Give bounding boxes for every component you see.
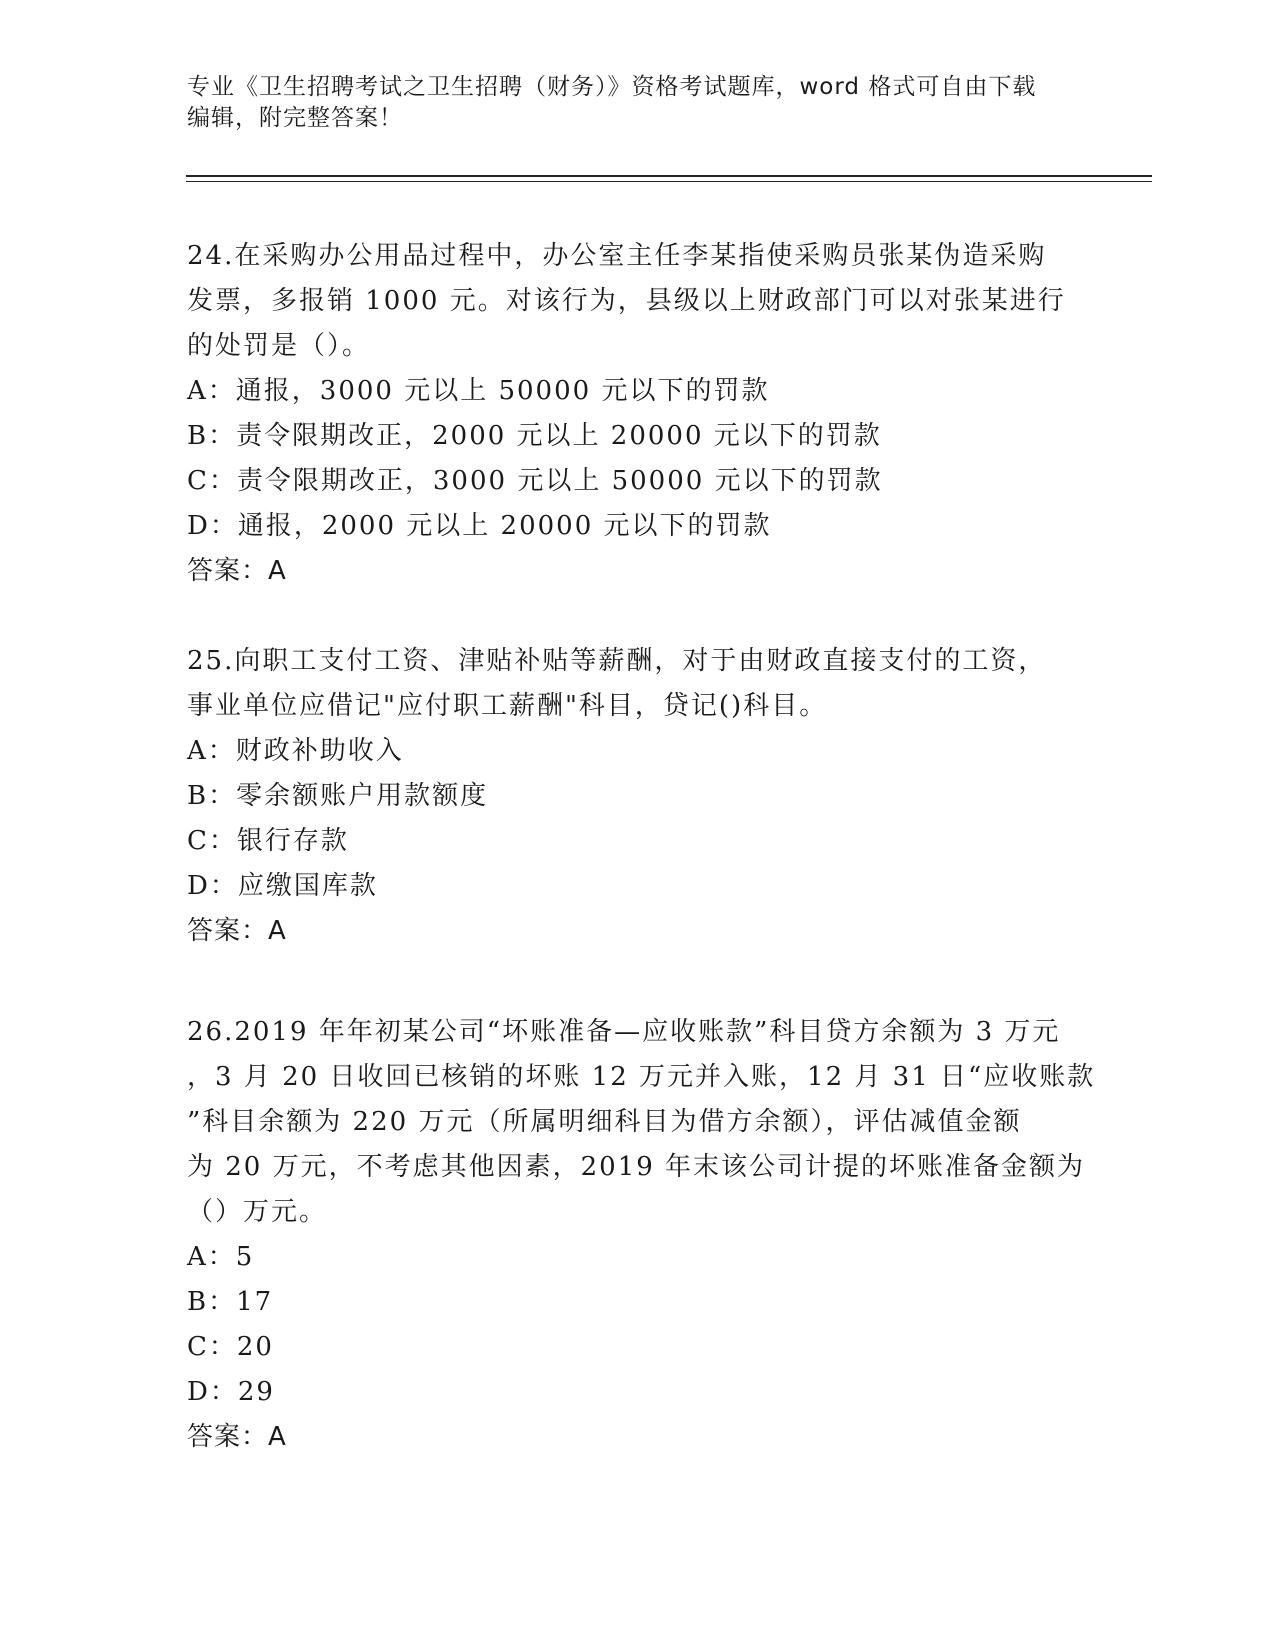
question-stem-line: （）万元。 bbox=[187, 1197, 328, 1227]
question-24 bbox=[187, 234, 1087, 594]
option-a: A：通报，3000 元以上 50000 元以下的罚款 bbox=[187, 376, 770, 406]
question-stem-line: ”科目余额为 220 万元（所属明细科目为借方余额），评估减值金额 bbox=[187, 1107, 1022, 1137]
question-stem-line: 事业单位应借记"应付职工薪酬"科目，贷记()科目。 bbox=[187, 691, 828, 721]
header-line-2: 编辑，附完整答案！ bbox=[187, 105, 403, 131]
answer-label: 答案：A bbox=[187, 916, 287, 946]
option-d: D：通报，2000 元以上 20000 元以下的罚款 bbox=[187, 511, 772, 541]
option-a: A：财政补助收入 bbox=[187, 736, 404, 766]
option-d: D：29 bbox=[187, 1377, 275, 1407]
option-d: D：应缴国库款 bbox=[187, 871, 378, 901]
header-divider-thin bbox=[186, 181, 1152, 182]
question-26 bbox=[187, 1010, 1096, 1460]
question-stem-line: 为 20 万元，不考虑其他因素，2019 年末该公司计提的坏账准备金额为 bbox=[187, 1152, 1086, 1182]
question-stem-line: 的处罚是（）。 bbox=[187, 331, 371, 361]
option-c: C：责令限期改正，3000 元以上 50000 元以下的罚款 bbox=[187, 466, 883, 496]
question-25 bbox=[187, 639, 1087, 954]
question-stem-line: 发票，多报销 1000 元。对该行为，县级以上财政部门可以对张某进行 bbox=[187, 286, 1066, 316]
document-header bbox=[187, 72, 1087, 134]
option-b: B：零余额账户用款额度 bbox=[187, 781, 489, 811]
answer-label: 答案：A bbox=[187, 1422, 287, 1452]
question-stem-line: 25.向职工支付工资、津贴补贴等薪酬，对于由财政直接支付的工资， bbox=[187, 646, 1047, 676]
option-a: A：5 bbox=[187, 1242, 255, 1272]
header-divider-thick bbox=[186, 175, 1152, 177]
answer-label: 答案：A bbox=[187, 556, 287, 586]
question-stem-line: 26.2019 年年初某公司“坏账准备—应收账款”科目贷方余额为 3 万元 bbox=[187, 1017, 1061, 1047]
option-c: C：20 bbox=[187, 1332, 274, 1362]
question-stem-line: 24.在采购办公用品过程中，办公室主任李某指使采购员张某伪造采购 bbox=[187, 241, 1047, 271]
question-stem-line: ，3 月 20 日收回已核销的坏账 12 万元并入账，12 月 31 日“应收账款 bbox=[187, 1062, 1096, 1092]
option-c: C：银行存款 bbox=[187, 826, 349, 856]
option-b: B：责令限期改正，2000 元以上 20000 元以下的罚款 bbox=[187, 421, 882, 451]
header-line-1: 专业《卫生招聘考试之卫生招聘（财务）》资格考试题库，word 格式可自由下载 bbox=[187, 74, 1037, 100]
option-b: B：17 bbox=[187, 1287, 274, 1317]
